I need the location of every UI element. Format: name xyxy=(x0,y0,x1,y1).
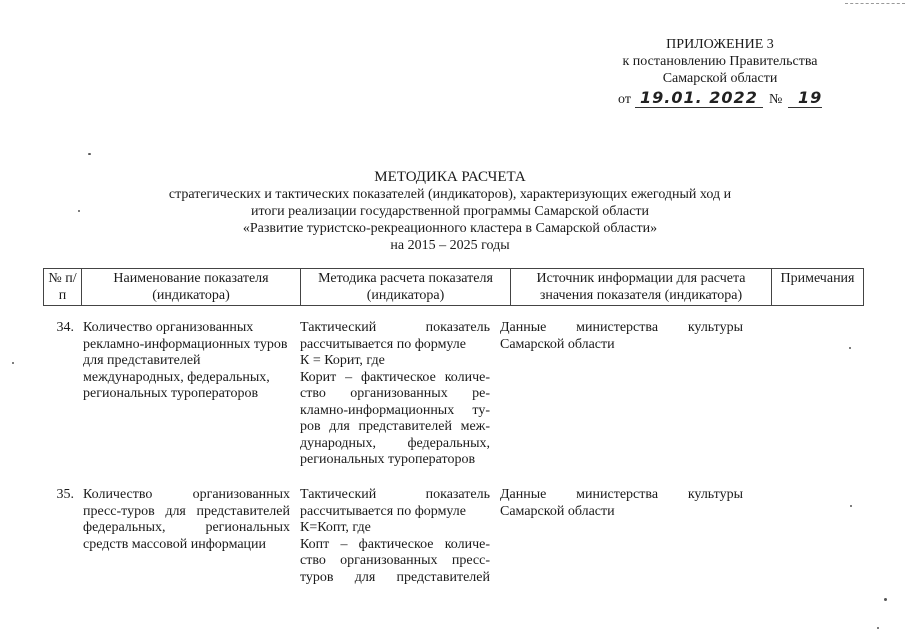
method-line: рассчитывается по формуле xyxy=(300,503,467,519)
method-line: ство организованных ре- xyxy=(300,386,490,401)
title-line-1: стратегических и тактических показателей (индикаторов), характеризующих ежегодный ход и xyxy=(168,187,732,202)
handwritten-date: 19.01. 2022 xyxy=(635,88,763,108)
row-34-method xyxy=(300,320,490,469)
method-line: Тактический показатель xyxy=(300,320,490,335)
method-line: Тактический показатель xyxy=(300,487,490,502)
scan-speck xyxy=(12,362,14,364)
method-line: дународных, федеральных, xyxy=(300,435,490,451)
header-number: № п/п xyxy=(44,269,82,306)
title-line-2: итоги реализации государственной программы Самарской области xyxy=(250,204,650,219)
scan-speck xyxy=(849,347,851,349)
name-line: пресс-туров для представителей xyxy=(83,503,290,519)
source-line: Самарской области xyxy=(500,503,615,519)
method-line: рассчитывается по формуле xyxy=(300,336,467,352)
scan-edge-mark xyxy=(845,3,905,4)
name-line: федеральных, региональных xyxy=(83,520,290,535)
header-source: Источник информации для расчета значения показателя (индикатора) xyxy=(511,269,772,306)
row-34-source xyxy=(500,320,743,353)
source-line: Данные министерства культуры xyxy=(500,320,743,335)
row-35-source xyxy=(500,487,743,520)
appendix-title: ПРИЛОЖЕНИЕ 3 xyxy=(666,37,774,52)
source-line: Данные министерства культуры xyxy=(500,487,743,502)
source-line: Самарской области xyxy=(500,336,615,352)
decree-date-row xyxy=(618,88,822,108)
scan-speck xyxy=(884,598,887,601)
appendix-header xyxy=(600,36,840,87)
title-line-4: на 2015 – 2025 годы xyxy=(390,238,510,253)
scan-speck xyxy=(877,627,879,629)
row-35-number: 35. xyxy=(56,487,74,502)
row-34-number: 34. xyxy=(56,320,74,335)
name-line: средств массовой информации xyxy=(83,536,267,552)
scan-speck xyxy=(88,153,91,155)
scan-speck xyxy=(850,505,852,507)
indicators-table-header xyxy=(43,268,864,306)
row-35-method xyxy=(300,487,490,586)
header-method: Методика расчета показателя (индикатора) xyxy=(301,269,511,306)
title-line-3: «Развитие туристско-рекреационного кластера в Самарской области» xyxy=(242,221,658,236)
row-35-name xyxy=(83,487,290,553)
method-line: региональных туроператоров xyxy=(300,452,476,467)
title-main: МЕТОДИКА РАСЧЕТА xyxy=(374,169,526,185)
method-line: ство организованных пресс- xyxy=(300,553,490,568)
method-line: кламно-информационных ту- xyxy=(300,402,490,418)
method-line: ров для представителей меж- xyxy=(300,419,490,434)
method-line: Копт – фактическое количе- xyxy=(300,536,490,552)
method-line: К=Копт, где xyxy=(300,520,371,535)
row-34-name: Количество организованных рекламно-информационных туров для представителей международных, федеральных, региональных туроператоров xyxy=(83,320,288,401)
appendix-region-line: Самарской области xyxy=(662,71,778,86)
method-line: К = Корит, где xyxy=(300,353,385,368)
appendix-decree-line: к постановлению Правительства xyxy=(622,54,818,69)
method-line: туров для представителей xyxy=(300,569,490,585)
document-title xyxy=(120,169,780,254)
number-prefix: № xyxy=(768,92,783,107)
date-prefix: от xyxy=(618,92,631,107)
scan-speck xyxy=(78,210,80,212)
handwritten-number: 19 xyxy=(788,88,822,108)
header-indicator-name: Наименование показателя (индикатора) xyxy=(82,269,301,306)
name-line: Количество организованных xyxy=(83,487,290,502)
header-notes: Примечания xyxy=(772,269,864,306)
method-line: Корит – фактическое количе- xyxy=(300,369,490,385)
